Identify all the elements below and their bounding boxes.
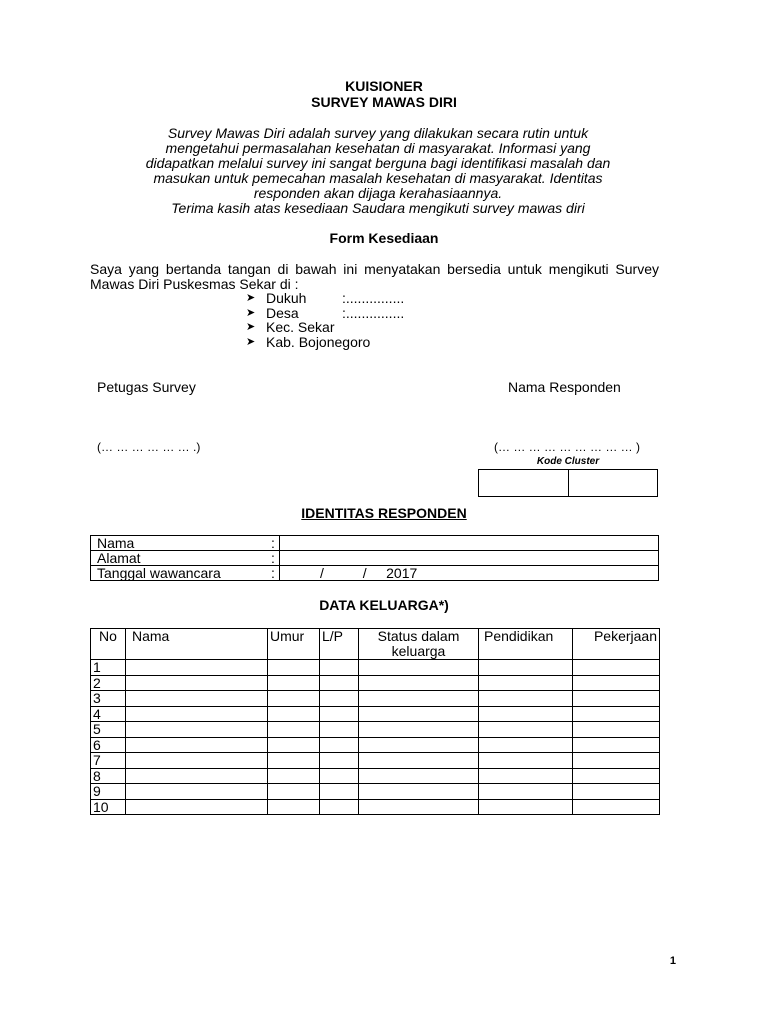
identitas-label: Alamat: [91, 551, 270, 566]
table-cell[interactable]: [479, 784, 573, 800]
row-number: 10: [91, 799, 126, 815]
row-number: 6: [91, 737, 126, 753]
row-number: 8: [91, 768, 126, 784]
intro-line: mengetahui permasalahan kesehatan di masyarakat. Informasi yang: [165, 140, 591, 156]
table-cell[interactable]: [126, 722, 268, 738]
table-cell[interactable]: [359, 737, 479, 753]
table-cell[interactable]: [126, 660, 268, 676]
table-cell[interactable]: [126, 768, 268, 784]
location-label: Dukuh: [266, 290, 307, 306]
location-label: Desa: [266, 304, 299, 321]
form-title-kuisioner: KUISIONER: [345, 78, 423, 94]
table-cell[interactable]: [359, 706, 479, 722]
table-cell[interactable]: [573, 691, 660, 707]
location-label: Kab. Bojonegoro: [266, 333, 371, 350]
intro-paragraph: [118, 126, 638, 216]
table-cell[interactable]: [573, 784, 660, 800]
intro-line: didapatkan melalui survey ini sangat berguna bagi identifikasi masalah dan: [145, 155, 611, 171]
table-cell[interactable]: [268, 691, 320, 707]
consent-form-title: Form Kesediaan: [329, 230, 439, 246]
table-row: [91, 784, 660, 800]
table-cell[interactable]: [320, 722, 359, 738]
table-row: [91, 675, 660, 691]
table-cell[interactable]: [479, 675, 573, 691]
respondent-signature-field[interactable]: (… … … … … … … … … ): [494, 440, 640, 454]
table-row: [91, 799, 660, 815]
form-title-survey: SURVEY MAWAS DIRI: [311, 94, 457, 110]
data-keluarga-table: [90, 628, 660, 815]
respondent-label: Nama Responden: [508, 379, 621, 395]
arrow-bullet-icon: ➤: [246, 292, 256, 304]
surveyor-label: Petugas Survey: [97, 379, 196, 395]
kode-cluster-cell[interactable]: [568, 470, 658, 496]
identitas-separator: :: [269, 566, 280, 581]
table-cell[interactable]: [359, 799, 479, 815]
surveyor-signature-field[interactable]: (… … … … … … .): [97, 440, 201, 454]
intro-line: Terima kasih atas kesediaan Saudara mengikuti survey mawas diri: [171, 200, 585, 216]
table-cell[interactable]: [126, 691, 268, 707]
table-cell[interactable]: [126, 799, 268, 815]
table-cell[interactable]: [479, 737, 573, 753]
column-header-lp: L/P: [320, 629, 359, 660]
row-number: 4: [91, 706, 126, 722]
identitas-label: Tanggal wawancara: [91, 566, 270, 581]
table-cell[interactable]: [359, 753, 479, 769]
table-row: [91, 722, 660, 738]
table-cell[interactable]: [268, 784, 320, 800]
column-header-pekerjaan: Pekerjaan: [573, 629, 660, 660]
table-cell[interactable]: [573, 706, 660, 722]
kode-cluster-cell[interactable]: [479, 470, 568, 496]
row-number: 5: [91, 722, 126, 738]
table-cell[interactable]: [359, 691, 479, 707]
table-cell[interactable]: [320, 691, 359, 707]
table-cell[interactable]: [268, 737, 320, 753]
identitas-row-nama: [91, 536, 659, 551]
identitas-separator: :: [269, 551, 280, 566]
kode-cluster-label: Kode Cluster: [536, 456, 600, 467]
location-value[interactable]: :...............: [342, 304, 405, 321]
column-header-status: Status dalam keluarga: [359, 629, 479, 660]
table-cell[interactable]: [268, 722, 320, 738]
data-keluarga-title: DATA KELUARGA*): [319, 597, 449, 613]
identitas-label: Nama: [91, 536, 270, 551]
identitas-table: [90, 535, 659, 581]
identitas-title: IDENTITAS RESPONDEN: [301, 505, 467, 521]
table-cell[interactable]: [126, 737, 268, 753]
intro-line: Survey Mawas Diri adalah survey yang dilakukan secara rutin untuk: [167, 125, 589, 141]
table-cell[interactable]: [573, 722, 660, 738]
identitas-row-alamat: [91, 551, 659, 566]
location-item-kecamatan: [246, 320, 404, 335]
table-cell[interactable]: [359, 784, 479, 800]
identitas-value-field[interactable]: [280, 536, 659, 551]
table-cell[interactable]: [359, 722, 479, 738]
table-cell[interactable]: [573, 799, 660, 815]
table-cell[interactable]: [126, 753, 268, 769]
table-cell[interactable]: [479, 768, 573, 784]
row-number: 2: [91, 675, 126, 691]
table-row: [91, 737, 660, 753]
table-cell[interactable]: [359, 768, 479, 784]
table-cell[interactable]: [126, 706, 268, 722]
table-row: [91, 768, 660, 784]
table-cell[interactable]: [359, 660, 479, 676]
table-cell[interactable]: [479, 722, 573, 738]
table-cell[interactable]: [479, 753, 573, 769]
table-cell[interactable]: [573, 737, 660, 753]
table-cell[interactable]: [479, 799, 573, 815]
page-number: 1: [669, 955, 676, 967]
table-cell[interactable]: [573, 753, 660, 769]
location-list: [246, 291, 404, 349]
table-cell[interactable]: [268, 660, 320, 676]
table-cell[interactable]: [573, 660, 660, 676]
table-cell[interactable]: [268, 768, 320, 784]
table-cell[interactable]: [320, 799, 359, 815]
table-cell[interactable]: [268, 753, 320, 769]
location-item-kabupaten: [246, 335, 404, 350]
table-row: [91, 753, 660, 769]
table-row: [91, 706, 660, 722]
arrow-bullet-icon: ➤: [246, 335, 256, 348]
table-cell[interactable]: [126, 784, 268, 800]
table-cell[interactable]: [320, 768, 359, 784]
location-label: Kec. Sekar: [266, 319, 335, 335]
row-number: 9: [91, 784, 126, 800]
column-header-pendidikan: Pendidikan: [479, 629, 573, 660]
table-cell[interactable]: [479, 691, 573, 707]
table-cell[interactable]: [359, 675, 479, 691]
table-cell[interactable]: [126, 675, 268, 691]
intro-line: responden akan dijaga kerahasiaannya.: [253, 185, 503, 201]
location-value[interactable]: :...............: [342, 290, 405, 306]
table-cell[interactable]: [320, 706, 359, 722]
table-cell[interactable]: [268, 706, 320, 722]
table-cell[interactable]: [320, 737, 359, 753]
data-keluarga-body: [91, 660, 660, 815]
table-cell[interactable]: [479, 660, 573, 676]
row-number: 1: [91, 660, 126, 676]
table-header-row: [91, 629, 660, 660]
row-number: 3: [91, 691, 126, 707]
column-header-no: No: [91, 629, 126, 660]
table-row: [91, 660, 660, 676]
arrow-bullet-icon: ➤: [246, 321, 256, 333]
table-cell[interactable]: [573, 675, 660, 691]
table-row: [91, 691, 660, 707]
column-header-nama: Nama: [126, 629, 268, 660]
table-cell[interactable]: [320, 660, 359, 676]
consent-statement: Saya yang bertanda tangan di bawah ini menyatakan bersedia untuk mengikuti Survey Mawas Diri Puskesmas Sekar di :: [90, 261, 659, 292]
table-cell[interactable]: [320, 675, 359, 691]
table-cell[interactable]: [268, 675, 320, 691]
table-cell[interactable]: [268, 799, 320, 815]
table-cell[interactable]: [320, 753, 359, 769]
identitas-value-field[interactable]: [280, 551, 659, 566]
identitas-value-field[interactable]: / / 2017: [280, 566, 659, 581]
row-number: 7: [91, 753, 126, 769]
identitas-separator: :: [269, 536, 280, 551]
table-cell[interactable]: [479, 706, 573, 722]
arrow-bullet-icon: ➤: [246, 306, 256, 319]
table-cell[interactable]: [320, 784, 359, 800]
kode-cluster-box: [478, 469, 658, 497]
column-header-umur: Umur: [268, 629, 320, 660]
location-item-desa: [246, 306, 404, 321]
table-cell[interactable]: [573, 768, 660, 784]
identitas-row-tanggal: [91, 566, 659, 581]
intro-line: masukan untuk pemecahan masalah kesehatan di masyarakat. Identitas: [153, 170, 603, 186]
location-item-dukuh: [246, 291, 404, 306]
